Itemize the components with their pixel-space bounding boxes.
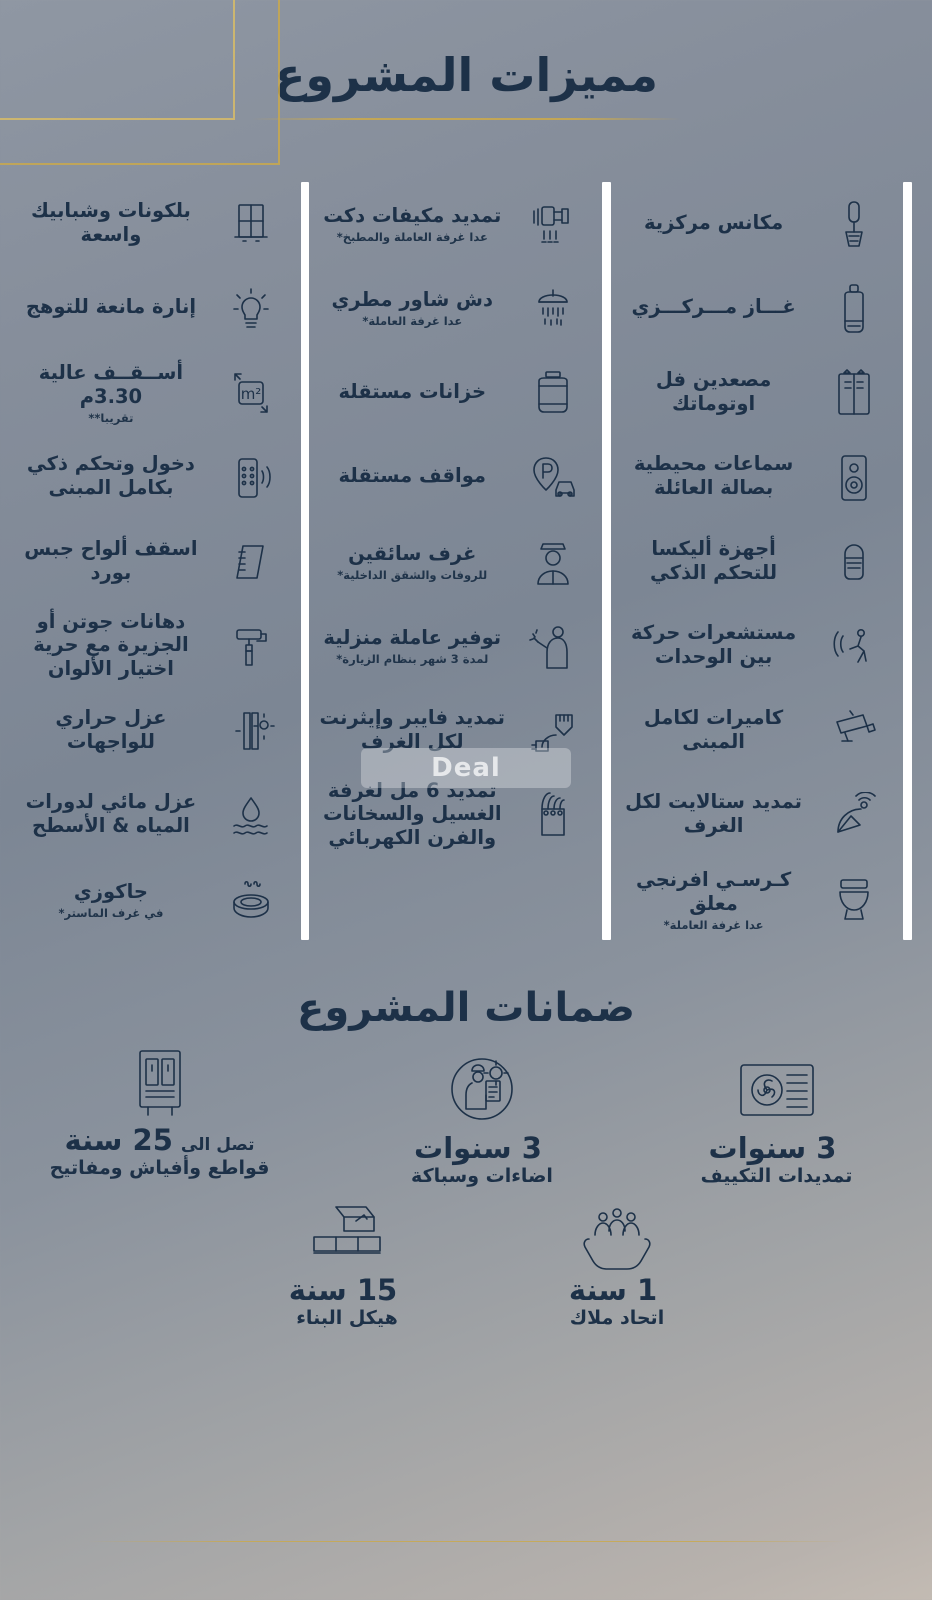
guarantees-title: ضمانات المشروع: [297, 984, 635, 1031]
bottom-divider: [86, 1541, 846, 1542]
feature-label: إنارة مانعة للتوهج: [25, 295, 197, 319]
feature-labels-column-e: [14, 182, 208, 943]
feature-label: تمديد 6 مل لغرفة الغسيل والسخانات والفرن الكهربائي: [322, 778, 502, 850]
guarantee-description: تمديدات التكييف: [700, 1164, 853, 1187]
decorative-corner-frame-inner: [0, 0, 235, 120]
feature-label: عزل مائي لدورات المياه & الأسطح: [25, 790, 197, 838]
feature-label: تمديد ستالايت لكل الغرف: [625, 790, 802, 838]
owners-union-icon: [502, 1201, 732, 1273]
feature-sublabel: تقريبا**: [88, 410, 134, 425]
feature-item: [617, 351, 811, 436]
feature-label: جاكوزي: [73, 879, 148, 903]
guarantee-item-electrical: [27, 1045, 292, 1180]
guarantee-years-row: [27, 1122, 292, 1157]
guarantee-text: [649, 1130, 904, 1188]
satellite-dish-icon: [830, 774, 878, 859]
feature-item: [315, 605, 509, 690]
guarantee-years: 3 سنوات: [708, 1130, 837, 1165]
feature-label: دهانات جوتن أو الجزيرة مع حرية اختيار الألوان: [33, 609, 189, 681]
feature-sublabel: عدا غرفة العاملة والمطبخ*: [336, 229, 488, 244]
feature-item: [617, 689, 811, 774]
gas-cylinder-icon: [832, 267, 876, 352]
cables-icon: [530, 774, 576, 859]
guarantee-description: قواطع وأفياش ومفاتيح: [49, 1156, 270, 1179]
title-divider: [251, 118, 681, 120]
smart-speaker-icon: [832, 520, 876, 605]
features-grid: [0, 182, 932, 943]
paint-roller-icon: [227, 605, 275, 690]
guarantee-years-row: [362, 1130, 602, 1165]
column-divider-1: [903, 182, 912, 940]
guarantee-item-structure: [232, 1201, 462, 1330]
guarantee-years-row: [232, 1272, 462, 1307]
guarantee-text: [27, 1122, 292, 1180]
feature-sublabel: في غرف الماستر*: [58, 905, 164, 920]
guarantee-item-lighting-plumbing: [362, 1053, 602, 1188]
ac-unit-icon: [649, 1053, 904, 1131]
driver-icon: [528, 520, 578, 605]
svg-text:m²: m²: [241, 385, 262, 404]
motion-sensor-icon: [830, 605, 878, 690]
feature-icons-column-e: [208, 182, 295, 943]
ethernet-icon: [526, 689, 580, 774]
toilet-icon: [831, 858, 877, 943]
feature-label: توفير عاملة منزلية: [323, 626, 502, 650]
parking-icon: [526, 436, 580, 521]
feature-item: [315, 182, 509, 267]
duct-ac-icon: [528, 182, 578, 267]
watermark: Deal: [361, 748, 571, 788]
feature-item: [315, 689, 509, 774]
water-tank-icon: [528, 351, 578, 436]
feature-item: [14, 351, 208, 436]
feature-item: [617, 182, 811, 267]
feature-sublabel: لمدة 3 شهر بنظام الزيارة*: [336, 652, 489, 667]
feature-item: [14, 436, 208, 521]
feature-icons-column-c: [509, 182, 596, 858]
guarantee-years-row: [502, 1272, 732, 1307]
feature-label: دش شاور مطري: [331, 288, 493, 312]
feature-label: عزل حراري للواجهات: [55, 705, 167, 753]
feature-item: [14, 520, 208, 605]
feature-icons-column-a: [811, 182, 898, 943]
guarantee-text: [232, 1272, 462, 1330]
guarantee-text: [362, 1130, 602, 1188]
feature-item: [617, 605, 811, 690]
feature-label: خزانات مستقلة: [338, 379, 487, 403]
feature-item: [14, 774, 208, 859]
feature-item: [315, 774, 509, 859]
guarantee-years: 3 سنوات: [414, 1130, 542, 1165]
guarantee-description: اتحاد ملاك: [569, 1306, 665, 1329]
feature-sublabel: للروفات والشقق الداخلية*: [337, 567, 488, 582]
window-icon: [229, 182, 273, 267]
cctv-camera-icon: [829, 689, 879, 774]
brick-icon: [232, 1201, 462, 1273]
feature-item: [14, 689, 208, 774]
thermal-insulation-icon: [226, 689, 276, 774]
breaker-icon: [27, 1045, 292, 1123]
feature-item: [617, 436, 811, 521]
feature-label: مكانس مركزية: [643, 210, 784, 234]
feature-label: تمديد فايبر وإيثرنت لكل الغرف: [319, 705, 506, 753]
feature-item: [14, 605, 208, 690]
feature-label: سماعات محيطية بصالة العائلة: [633, 452, 794, 500]
feature-label: غرف سائقين: [348, 541, 477, 565]
guarantee-description: اضاءات وسباكة: [411, 1164, 553, 1187]
bulb-icon: [228, 267, 274, 352]
gypsum-board-icon: [227, 520, 275, 605]
guarantee-prefix: تصل الى: [180, 1134, 255, 1155]
guarantee-years: 1 سنة: [568, 1272, 658, 1307]
guarantee-text: [502, 1272, 732, 1330]
feature-item: [617, 267, 811, 352]
guarantees-section: [0, 1053, 932, 1383]
column-divider-2: [602, 182, 611, 940]
guarantee-years: 25 سنة: [64, 1122, 173, 1157]
feature-item: [315, 351, 509, 436]
feature-sublabel: عدا غرفة العاملة*: [362, 314, 463, 329]
worker-icon: [362, 1053, 602, 1131]
feature-item: [617, 520, 811, 605]
feature-labels-column-a: [617, 182, 811, 943]
guarantee-years: 15 سنة: [288, 1272, 398, 1307]
feature-item: [315, 436, 509, 521]
feature-labels-column-c: [315, 182, 509, 858]
elevator-icon: [831, 351, 877, 436]
feature-item: [617, 774, 811, 859]
feature-label: بلكونات وشبابيك واسعة: [30, 198, 191, 246]
maid-icon: [526, 605, 580, 690]
feature-sublabel: عدا غرفة العاملة*: [663, 917, 764, 932]
feature-label: مواقف مستقلة: [338, 464, 486, 488]
feature-item: [617, 858, 811, 943]
feature-label: مصعدين فل اوتوماتك: [655, 367, 772, 415]
feature-label: مستشعرات حركة بين الوحدات: [630, 621, 797, 669]
rain-shower-icon: [527, 267, 579, 352]
feature-label: دخول وتحكم ذكي بكامل المبنى: [26, 452, 195, 500]
jacuzzi-icon: [226, 858, 276, 943]
central-vacuum-icon: [832, 182, 876, 267]
smart-lock-icon: [227, 436, 275, 521]
feature-label: كاميرات لكامل المبنى: [643, 705, 784, 753]
feature-label: اسقف ألواح جبس بورد: [24, 536, 198, 584]
feature-item: [14, 858, 208, 943]
feature-label: غـــاز مـــركـــزي: [631, 295, 796, 319]
speaker-icon: [834, 436, 874, 521]
column-divider-3: [301, 182, 310, 940]
guarantee-item-owners-union: [502, 1201, 732, 1330]
feature-item: [315, 520, 509, 605]
guarantee-description: هيكل البناء: [296, 1306, 398, 1329]
feature-label: كـرسـي افرنجي معلق: [635, 868, 792, 915]
area-icon: [226, 351, 276, 436]
feature-item: [14, 267, 208, 352]
feature-label: أســقــف عالية 3.30م: [38, 361, 184, 408]
guarantee-item-ac: [649, 1053, 904, 1188]
feature-item: [315, 267, 509, 352]
page-title: مميزات المشروع: [273, 48, 659, 102]
feature-label: أجهزة أليكسا للتحكم الذكي: [650, 536, 778, 584]
water-insulation-icon: [226, 774, 276, 859]
feature-label: تمديد مكيفات دكت: [323, 203, 502, 227]
guarantee-years-row: [649, 1130, 904, 1165]
feature-item: [14, 182, 208, 267]
